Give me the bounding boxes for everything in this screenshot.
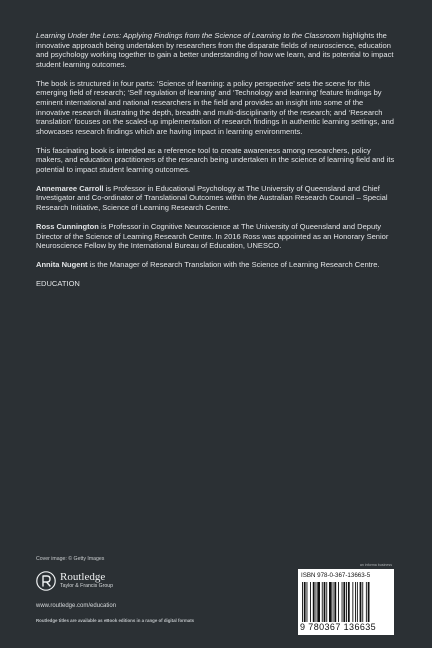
- barcode-bar: [348, 582, 350, 622]
- barcode-bar: [334, 582, 336, 622]
- barcode-bar: [346, 582, 347, 622]
- author-bio-text: is the Manager of Research Translation with the Science of Learning Research Centre.: [87, 260, 380, 270]
- barcode-bar: [329, 582, 332, 622]
- routledge-logo-icon: [36, 571, 56, 591]
- author-bio-text: is Professor in Cognitive Neuroscience at The University of Queensland and Deputy Director of the Science of Learning Research Centre. In 2016 Ross was appointed as an Honorary Senior Neuroscience Fellow by the International Bureau of Education, UNESCO.: [36, 222, 389, 251]
- back-cover-text: [36, 31, 398, 289]
- barcode-bar: [360, 582, 362, 622]
- purpose-paragraph: This fascinating book is intended as a reference tool to create awareness among researchers, policy makers, and education practitioners of the research being undertaken in the science of learning field and its potential to impact student learning outcomes.: [36, 145, 395, 174]
- intro-paragraph: [36, 31, 398, 69]
- barcode-bar: [310, 582, 311, 622]
- author-bio-text: is Professor in Educational Psychology at The University of Queensland and Chief Investigator and Co-ordinator of Translational Outcomes within the Australian Research Council – Special Research Initiative, Science of Learning Research Centre.: [36, 183, 388, 213]
- barcode-bar: [307, 582, 308, 622]
- barcode-bar: [326, 582, 327, 622]
- informa-note: an informa business: [359, 563, 392, 567]
- author-name: Annita Nugent: [36, 260, 88, 270]
- publisher-name: Routledge: [60, 571, 106, 583]
- barcode-bar: [368, 582, 370, 622]
- publisher-group: Taylor & Francis Group: [60, 583, 114, 589]
- isbn-number: ISBN 978-0-367-13663-5: [301, 572, 371, 579]
- barcode-bar: [338, 582, 339, 622]
- barcode-bar: [316, 582, 317, 622]
- isbn-barcode: [298, 569, 394, 635]
- barcode-bar: [313, 582, 315, 622]
- barcode-bar: [322, 582, 323, 622]
- publisher-logo: [36, 571, 113, 591]
- author-name: Annemaree Carroll: [36, 183, 104, 193]
- intro-text: highlights the innovative approach being undertaken by researchers from the disparate fields of neuroscience, education and psychology working together to gain a better understanding of how we learn, and its potential to impact student learning outcomes.: [36, 31, 394, 69]
- barcode-bar: [302, 582, 303, 622]
- barcode-bars: [302, 582, 390, 622]
- barcode-bar: [333, 582, 334, 622]
- barcode-bar: [304, 582, 306, 622]
- cover-image-credit: Cover image: © Getty Images: [36, 556, 105, 562]
- barcode-bar: [343, 582, 345, 622]
- author-bio-carroll: [36, 184, 398, 213]
- barcode-bar: [324, 582, 326, 622]
- publisher-website: www.routledge.com/education: [36, 603, 117, 609]
- barcode-bar: [352, 582, 353, 622]
- structure-paragraph: The book is structured in four parts: ‘Science of learning: a policy perspective’ sets the scene for this emerging field of research; ‘Self regulation of learning’ and ‘Technology and learning’ feature findings by eminent international and national researchers in the field and provides an insight into some of the innovative research illustrating the depth, breadth and multi-disciplinarity of the research; and ‘Research translation’ focuses on the scaled-up implementation of research findings in authentic learning settings, and showcases research findings which are having impact in learning environments.: [36, 78, 394, 136]
- barcode-bar: [362, 582, 363, 622]
- barcode-bar: [355, 582, 356, 622]
- author-name: Ross Cunnington: [36, 222, 99, 232]
- book-title: Learning Under the Lens: Applying Findings from the Science of Learning to the Classroom: [36, 31, 341, 40]
- barcode-bar: [342, 582, 343, 622]
- author-bio-cunnington: [36, 222, 398, 251]
- barcode-bar: [366, 582, 367, 622]
- barcode-bar: [357, 582, 358, 622]
- ean-digits: 9 780367 136635: [300, 622, 377, 632]
- subject-category: EDUCATION: [36, 279, 80, 289]
- ebook-note: Routledge titles are available as eBook editions in a range of digital formats: [36, 618, 195, 623]
- author-bio-nugent: [36, 260, 398, 270]
- barcode-bar: [317, 582, 320, 622]
